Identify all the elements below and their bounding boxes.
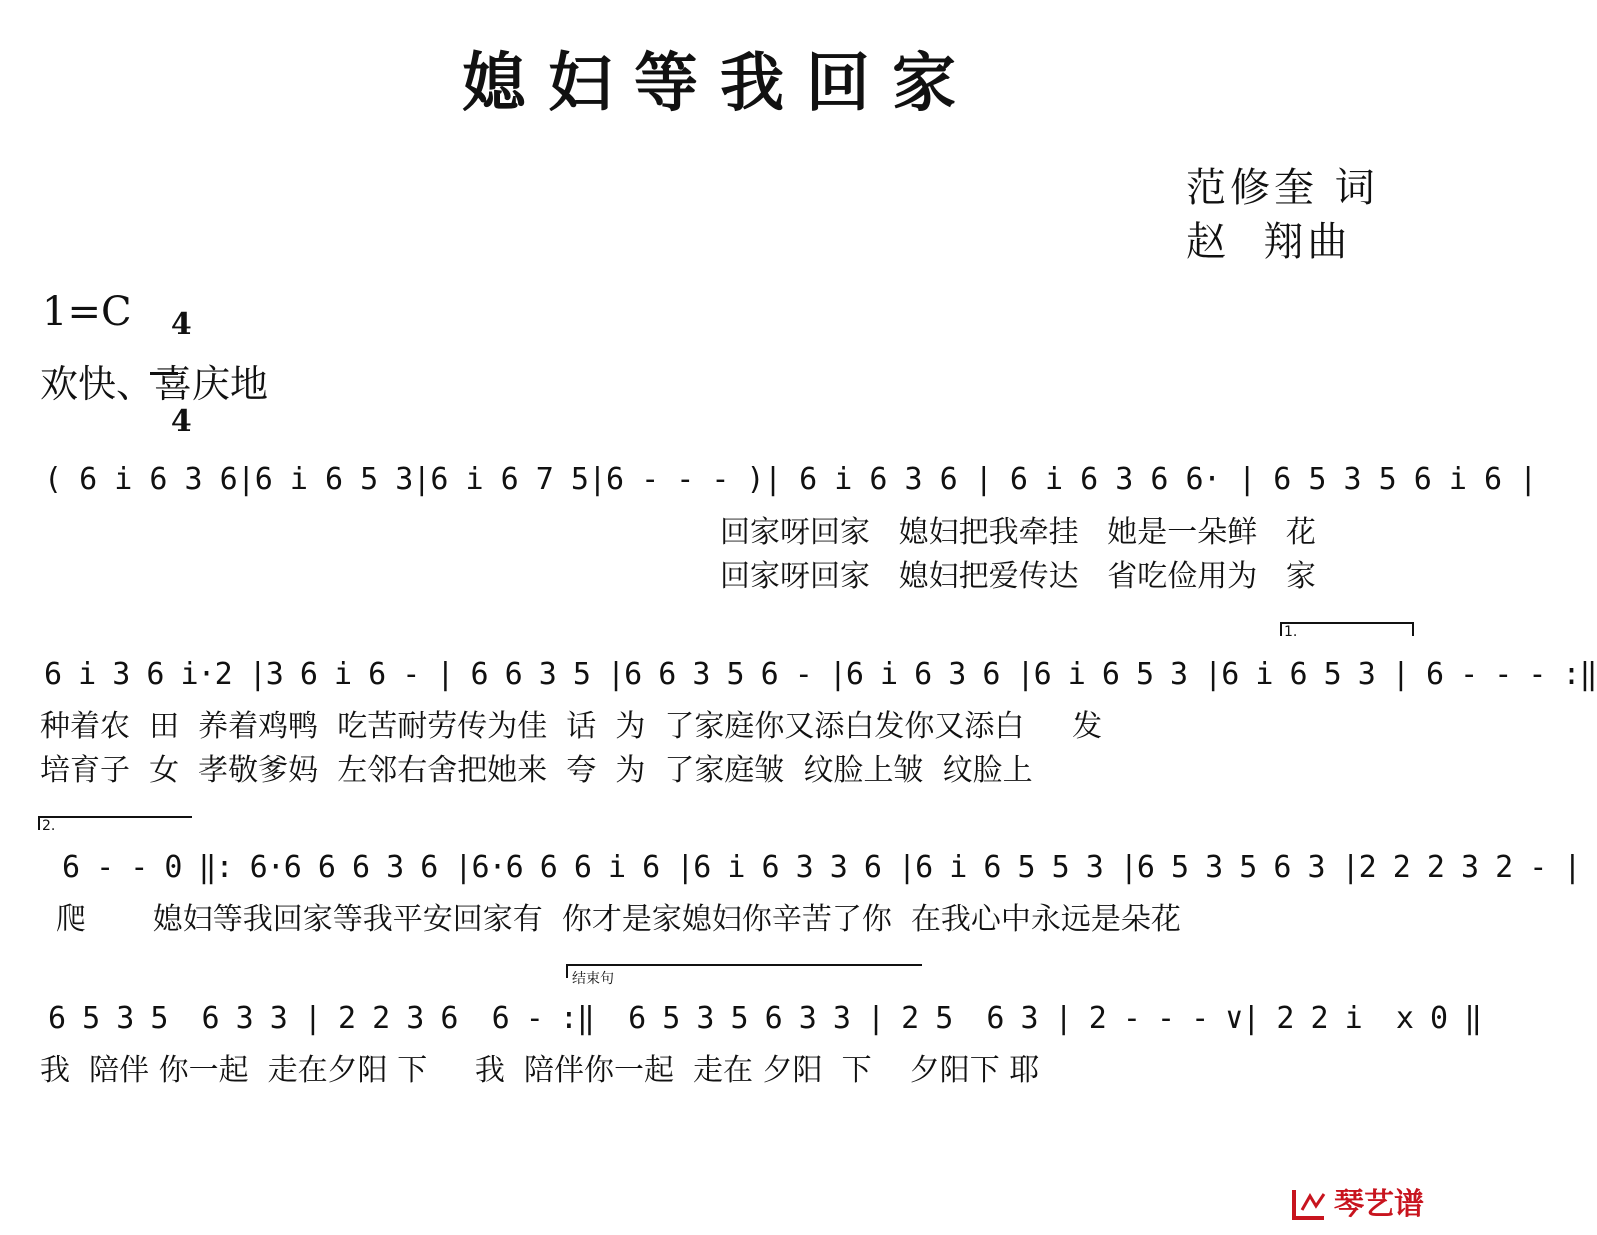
- lyric-row-2-verse-1: 种着农 田 养着鸡鸭 吃苦耐劳传为佳 话 为 了家庭你又添白发你又添白 发: [40, 709, 1103, 744]
- notation-row-4: 6 5 3 5 6 3 3 | 2 2 3 6 6 - :‖ 6 5 3 5 6 3 3 | 2 5 6 3 | 2 - - - ∨| 2 2 i x 0 ‖: [48, 1001, 1482, 1036]
- key-signature: 1=C: [42, 289, 132, 335]
- logo-text: 琴艺谱: [1334, 1187, 1424, 1222]
- second-ending-bracket: [38, 816, 192, 830]
- notation-row-2: 6 i 3 6 i·2 |3 6 i 6 - | 6 6 3 5 |6 6 3 5 6 - |6 i 6 3 6 |6 i 6 5 3 |6 i 6 5 3 | 6 - - - :‖: [44, 657, 1597, 692]
- first-ending-label: 1.: [1284, 624, 1298, 640]
- time-signature-top: 4: [170, 307, 192, 342]
- ending-phrase-label: 结束句: [572, 971, 614, 987]
- time-signature-bottom: 4: [170, 404, 192, 439]
- lyric-row-3: 爬 媳妇等我回家等我平安回家有 你才是家媳妇你辛苦了你 在我心中永远是朵花: [56, 902, 1181, 937]
- logo-mark-icon: [1290, 1188, 1330, 1222]
- lyric-row-4: 我 陪伴 你一起 走在夕阳 下 我 陪伴你一起 走在 夕阳 下 夕阳下 耶: [40, 1053, 1040, 1088]
- lyric-row-2-verse-2: 培育子 女 孝敬爹妈 左邻右舍把她来 夸 为 了家庭皱 纹脸上皱 纹脸上: [40, 753, 1033, 788]
- song-title: 媳妇等我回家: [462, 47, 978, 121]
- first-ending-bracket: [1280, 622, 1414, 636]
- lyricist-credit: 范修奎 词: [1186, 165, 1379, 211]
- lyric-row-1-verse-1: 回家呀回家 媳妇把我牵挂 她是一朵鲜 花: [720, 515, 1316, 550]
- notation-row-1: ( 6 i 6 3 6|6 i 6 5 3|6 i 6 7 5|6 - - - )| 6 i 6 3 6 | 6 i 6 3 6 6· | 6 5 3 5 6 i 6 |: [44, 462, 1537, 497]
- site-logo: [1290, 1188, 1424, 1222]
- lyric-row-1-verse-2: 回家呀回家 媳妇把爱传达 省吃俭用为 家: [720, 559, 1316, 594]
- composer-credit: 赵 翔曲: [1186, 219, 1352, 265]
- tempo-marking: 欢快、喜庆地: [40, 362, 269, 406]
- ending-phrase-bracket: [566, 964, 922, 978]
- second-ending-label: 2.: [42, 818, 56, 834]
- notation-row-3: 6 - - 0 ‖: 6·6 6 6 3 6 |6·6 6 6 i 6 |6 i 6 3 3 6 |6 i 6 5 5 3 |6 5 3 5 6 3 |2 2 2 3 2 - |: [62, 850, 1581, 885]
- time-signature: [150, 280, 192, 439]
